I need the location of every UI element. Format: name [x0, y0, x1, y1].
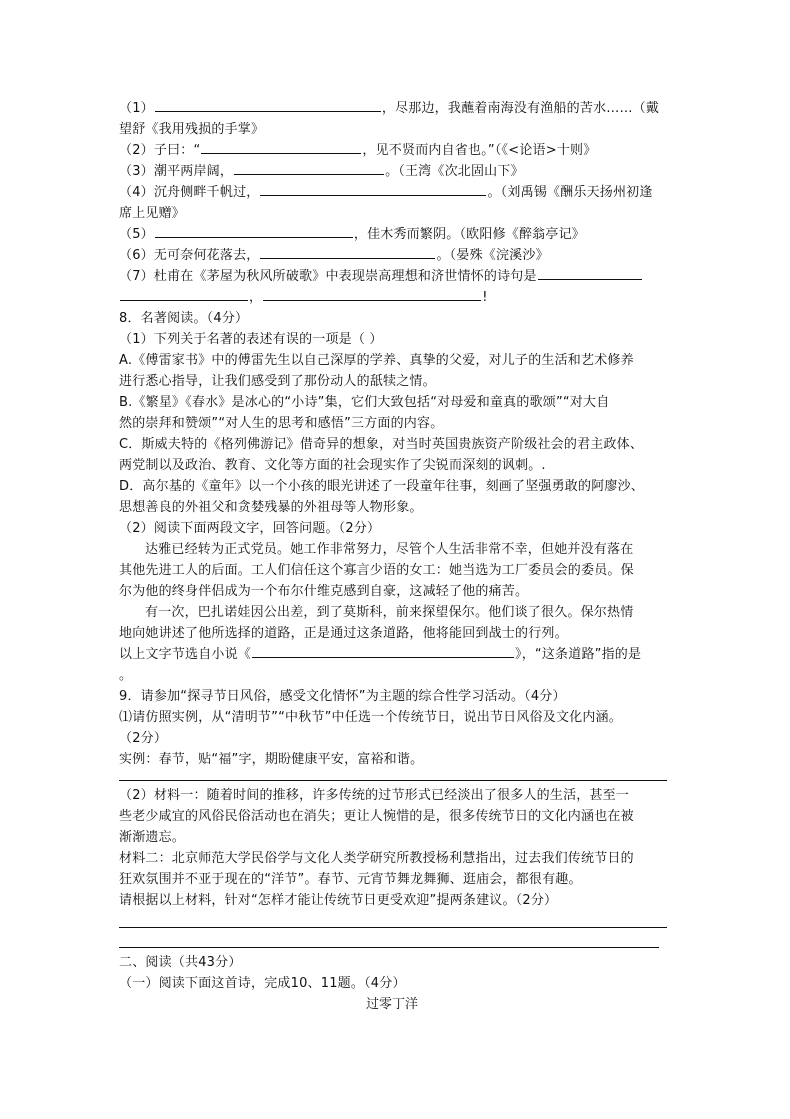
- q8-option-c-1: C．斯威夫特的《格列佛游记》借奇异的想象，对当时英国贵族资产阶级社会的君主政体、: [119, 437, 644, 452]
- poem-title: 过零丁洋: [366, 997, 419, 1012]
- q9-material-2b: 狂欢氛围并不亚于现在的“洋节”。春节、元宵节舞龙舞狮、逛庙会，都很有趣。: [119, 872, 582, 887]
- q9-sub1-b: （2分）: [119, 731, 168, 746]
- q7-line-5: （4）沉舟侧畔千帆过， 。（刘禹锡《酬乐天扬州初逢: [119, 182, 679, 203]
- q9-material-1a: （2）材料一：随着时间的推移，许多传统的过节形式已经淡出了很多人的生活，甚至一: [119, 788, 630, 803]
- q7-line-9: （7）杜甫在《茅屋为秋风所破歌》中表现崇高理想和济世情怀的诗句是: [119, 266, 679, 287]
- q9-ask: 请根据以上材料，针对“怎样才能让传统节日更受欢迎”提两条建议。（2分）: [119, 893, 558, 908]
- q8-option-c-2: 两党制以及政治、教育、文化等方面的社会现实作了尖锐而深刻的讽刺。.: [119, 458, 546, 473]
- q8-option-d-1: D．高尔基的《童年》以一个小孩的眼光讲述了一段童年往事，刻画了坚强勇敢的阿廖沙、: [119, 479, 645, 494]
- q9-sub1-a: ⑴请仿照实例，从“清明节”“中秋节”中任选一个传统节日，说出节日风俗及文化内涵。: [119, 710, 622, 725]
- q9-example: 实例：春节，贴“福”字，期盼健康平安，富裕和谐。: [119, 752, 424, 767]
- q7-line-3: （2）子曰：“ ，见不贤而内自省也。”（《<论语>十则》: [119, 140, 679, 161]
- q8-passage-1c: 尔为他的终身伴侣成为一个布尔什维克感到自豪，这减轻了他的痛苦。: [119, 584, 529, 599]
- answer-line-3: [119, 947, 659, 948]
- q8-option-b-1: B.《繁星》《春水》是冰心的“小诗”集，它们大致包括“对母爱和童真的歌颂”“对大自: [119, 395, 610, 410]
- q9-material-1c: 渐渐遗忘。: [119, 830, 186, 845]
- q7-line-6: 席上见赠》: [119, 206, 186, 221]
- q8-option-b-2: 然的崇拜和赞颂”“对人生的思考和感悟”三方面的内容。: [119, 416, 444, 431]
- q8-passage-2b: 地向她讲述了他所选择的道路，正是通过这条道路，他将能回到战士的行列。: [119, 626, 568, 641]
- part2-sub: （一）阅读下面这首诗，完成10、11题。（4分）: [119, 976, 406, 991]
- q8-option-a-1: A.《傅雷家书》中的傅雷先生以自己深厚的学养、真挚的父爱，对儿子的生活和艺术修养: [119, 353, 634, 368]
- q8-option-a-2: 进行悉心指导，让我们感受到了那份动人的舐犊之情。: [119, 374, 436, 389]
- q7-line-2: 望舒《我用残损的手掌》: [119, 122, 265, 137]
- q8-passage-1b: 其他先进工人的后面。工人们信任这个寡言少语的女工：她当选为工厂委员会的委员。保: [119, 563, 634, 578]
- q8-question: 以上文字节选自小说《 》，“这条道路”指的是: [119, 644, 679, 665]
- q9-material-2a: 材料二：北京师范大学民俗学与文化人类学研究所教授杨利慧指出，过去我们传统节日的: [119, 851, 634, 866]
- q7-line-10: ， !: [119, 287, 679, 308]
- q7-line-8: （6）无可奈何花落去， 。（晏殊《浣溪沙》: [119, 245, 679, 266]
- q7-line-1: （1） ，尽那边，我蘸着南海没有渔船的苦水……（戴: [119, 98, 679, 119]
- q8-question-end: 。: [119, 668, 133, 683]
- answer-line-2: [119, 927, 667, 928]
- q8-option-d-2: 思想善良的外祖父和贪婪残暴的外祖母等人物形象。: [119, 500, 423, 515]
- answer-line-1: [119, 780, 667, 781]
- q7-line-4: （3）潮平两岸阔， 。（王湾《次北固山下》: [119, 161, 679, 182]
- q8-passage-1a: 达雅已经转为正式党员。她工作非常努力，尽管个人生活非常不幸，但她并没有落在: [145, 542, 634, 557]
- q7-line-7: （5） ，佳木秀而繁阴。（欧阳修《醉翁亭记》: [119, 224, 679, 245]
- q8-sub1: （1）下列关于名著的表述有误的一项是（ ）: [119, 332, 383, 347]
- q9-material-1b: 些老少咸宜的风俗民俗活动也在消失；更让人惋惜的是，很多传统节日的文化内涵也在被: [119, 809, 634, 824]
- part2-heading: 二、阅读（共43分）: [119, 955, 242, 970]
- q8-sub2: （2）阅读下面两段文字，回答问题。（2分）: [119, 521, 381, 536]
- q8-heading: 8．名著阅读。（4分）: [119, 311, 249, 326]
- q8-passage-2a: 有一次，巴扎诺娃因公出差，到了莫斯科，前来探望保尔。他们谈了很久。保尔热情: [145, 605, 634, 620]
- q9-heading: 9．请参加“探寻节日风俗，感受文化情怀”为主题的综合性学习活动。（4分）: [119, 689, 566, 704]
